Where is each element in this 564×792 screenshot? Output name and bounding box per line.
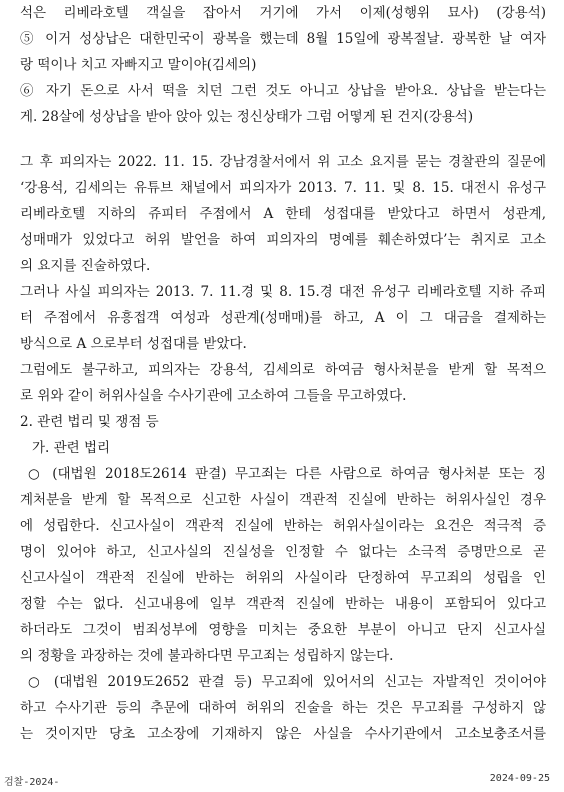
quote-6-line: ⑥ 자기 돈으로 사서 떡을 치던 그런 것도 아니고 상납을 받아요. 상납을 받는다는	[20, 83, 546, 99]
quote-5-line: ⑤ 이거 성상납은 대한민국이 광복을 했는데 8월 15일에 광복절날. 광복한 날 여자	[20, 31, 546, 47]
paragraph-line: ‘강용석, 김세의는 유튜브 채널에서 피의자가 2013. 7. 11. 및 8. 15. 대전시 유성구	[20, 180, 546, 196]
footer-date: 2024-09-25	[489, 773, 550, 784]
paragraph-line: 성매매가 있었다고 허위 발언을 하여 피의자의 명예를 훼손하였다’는 취지로 고소	[20, 232, 546, 248]
legal-principle-line: 정할 수는 없다. 신고내용에 일부 객관적 진실에 반하는 내용이 포함되어 있다고	[20, 596, 546, 612]
legal-principle-line: 의 정황을 과장하는 것에 불과하다면 무고죄는 성립하지 않는다.	[20, 648, 394, 664]
paragraph-line: 방식으로 A 으로부터 성접대를 받았다.	[20, 336, 247, 352]
legal-principle-line: ○ (대법원 2019도2652 판결 등) 무고죄에 있어서의 신고는 자발적인 것이어야	[28, 674, 546, 690]
legal-principle-line: 하더라도 그것이 범죄성부에 영향을 미치는 중요한 부분이 아니고 단지 신고사실	[20, 622, 546, 638]
section-heading: 2. 관련 법리 및 쟁점 등	[20, 414, 159, 430]
quote-line: 랑 떡이나 치고 자빠지고 말이야(김세의)	[20, 57, 257, 73]
legal-principle-line: ○ (대법원 2018도2614 판결) 무고죄는 다른 사람으로 하여금 형사처분 또는 징	[28, 466, 546, 482]
paragraph-line: 그럼에도 불구하고, 피의자는 강용석, 김세의로 하여금 형사처분을 받게 할 목적으	[20, 362, 546, 378]
paragraph-line: 터 주점에서 유흥접객 여성과 성관계(성매매)를 하고, A 이 그 대금을 결제하는	[20, 310, 546, 326]
quote-line: 게. 28살에 성상납을 받아 앉아 있는 정신상태가 그럼 어떻게 된 건지(강용석)	[20, 109, 474, 125]
legal-principle-line: 계처분을 받게 할 목적으로 신고한 사실이 객관적 진실에 반하는 허위사실인 경우	[20, 492, 546, 508]
footer-doc-id: 검찰-2024-	[4, 777, 60, 788]
paragraph-line: 그 후 피의자는 2022. 11. 15. 강남경찰서에서 위 고소 요지를 묻는 경찰관의 질문에	[20, 154, 546, 170]
paragraph-line: 의 요지를 진술하였다.	[20, 258, 151, 274]
paragraph-line: 로 위와 같이 허위사실을 수사기관에 고소하여 그들을 무고하였다.	[20, 388, 407, 404]
legal-principle-line: 명이 있어야 하고, 신고사실의 진실성을 인정할 수 없다는 소극적 증명만으로 곧	[20, 544, 546, 560]
quote-line: 석은 리베라호텔 객실을 잡아서 거기에 가서 이제(성행위 묘사) (강용석)	[20, 5, 546, 21]
legal-principle-line: 는 것이지만 당초 고소장에 기재하지 않은 사실을 수사기관에서 고소보충조서를	[20, 726, 546, 742]
legal-principle-line: 하고 수사기관 등의 추문에 대하여 허위의 진술을 하는 것은 무고죄를 구성하지 않	[20, 700, 546, 716]
legal-principle-line: 신고사실이 객관적 진실에 반하는 허위의 사실이라 단정하여 무고죄의 성립을 인	[20, 570, 546, 586]
paragraph-line: 그러나 사실 피의자는 2013. 7. 11.경 및 8. 15.경 대전 유성구 리베라호텔 지하 쥬피	[20, 284, 546, 300]
legal-principle-line: 에 성립한다. 신고사실이 객관적 진실에 반하는 허위사실이라는 요건은 적극적 증	[20, 518, 546, 534]
subsection-heading: 가. 관련 법리	[32, 440, 111, 456]
paragraph-line: 리베라호텔 지하의 쥬피터 주점에서 A 한테 성접대를 받았다고 하면서 성관계,	[20, 206, 546, 222]
